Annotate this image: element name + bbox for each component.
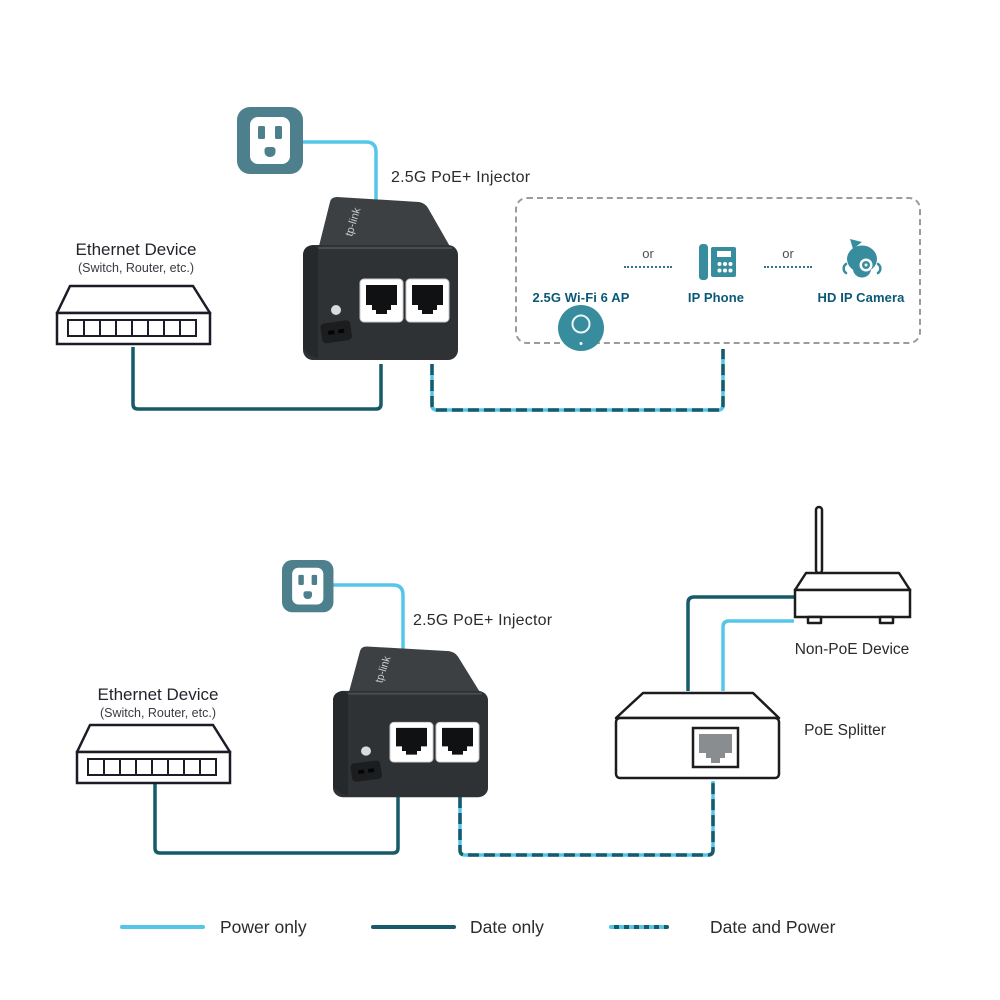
injector-power-plug — [320, 320, 352, 344]
data-power-cable-top-base — [432, 349, 723, 410]
injector-power-plug — [350, 760, 382, 782]
data-power-cable-bottom — [460, 781, 713, 855]
data-power-cable-top — [432, 349, 723, 410]
or-separator — [624, 246, 672, 268]
wifi-ap-icon — [558, 305, 604, 351]
power-outlet-icon — [282, 560, 334, 613]
ip-phone-label: IP Phone — [687, 290, 745, 305]
legend-power-line — [120, 925, 205, 929]
ethernet-device-subtitle: (Switch, Router, etc.) — [99, 706, 216, 720]
outlet-face — [292, 568, 323, 605]
legend-data-line — [371, 925, 456, 929]
outlet-ground-hole — [303, 591, 312, 599]
rj45-port — [360, 279, 403, 322]
rj45-port — [390, 722, 433, 762]
ip-phone-icon — [696, 241, 738, 283]
outlet-ground-hole — [265, 147, 276, 157]
outlet-face — [250, 117, 290, 164]
ethernet-device-subtitle: (Switch, Router, etc.) — [77, 261, 194, 275]
non-poe-device-label: Non-PoE Device — [794, 641, 910, 658]
injector-led — [361, 746, 371, 755]
non-poe-router-device — [793, 503, 915, 629]
ap-dot — [580, 342, 583, 345]
dotted-line — [764, 266, 812, 268]
poe-splitter-label: PoE Splitter — [804, 722, 886, 739]
outlet-slot — [275, 126, 282, 139]
data-power-cable-bottom-base — [460, 781, 713, 855]
legend-data-label: Date only — [470, 917, 544, 937]
outlet-slot — [312, 575, 317, 585]
tp-link-logo: tp-link — [373, 655, 394, 685]
rj45-port — [406, 279, 449, 322]
legend-data-power-label: Date and Power — [710, 917, 836, 937]
outlet-slot — [298, 575, 303, 585]
legend-power-label: Power only — [220, 917, 307, 937]
ethernet-device-title: Ethernet Device — [75, 240, 197, 259]
poe-injector-device-top — [300, 190, 460, 363]
wifi-ap-label: 2.5G Wi-Fi 6 AP — [532, 290, 630, 305]
dotted-line — [624, 266, 672, 268]
hd-ip-camera-icon — [835, 238, 885, 284]
ethernet-device-caption-top — [36, 240, 236, 275]
tp-link-logo: tp-link — [343, 206, 364, 238]
hd-ip-camera-label: HD IP Camera — [817, 290, 905, 305]
injector-led — [331, 305, 341, 315]
power-cable-bottom — [334, 585, 403, 648]
ethernet-device-caption-bottom — [58, 685, 258, 720]
ethernet-switch-device-top — [54, 283, 214, 347]
ap-ring — [572, 315, 591, 334]
rj45-port — [436, 722, 479, 762]
injector-label-top: 2.5G PoE+ Injector — [391, 169, 531, 186]
power-outlet-icon — [237, 107, 303, 174]
or-text: or — [782, 246, 794, 261]
poe-injector-device-bottom — [330, 640, 490, 800]
poe-splitter-device — [613, 690, 783, 782]
ethernet-switch-device-bottom — [74, 722, 234, 786]
ethernet-device-title: Ethernet Device — [97, 685, 219, 704]
injector-label-bottom: 2.5G PoE+ Injector — [413, 612, 553, 629]
outlet-slot — [258, 126, 265, 139]
or-text: or — [642, 246, 654, 261]
legend-data-power-line — [609, 925, 669, 929]
or-separator — [764, 246, 812, 268]
rj45-port — [693, 728, 738, 767]
